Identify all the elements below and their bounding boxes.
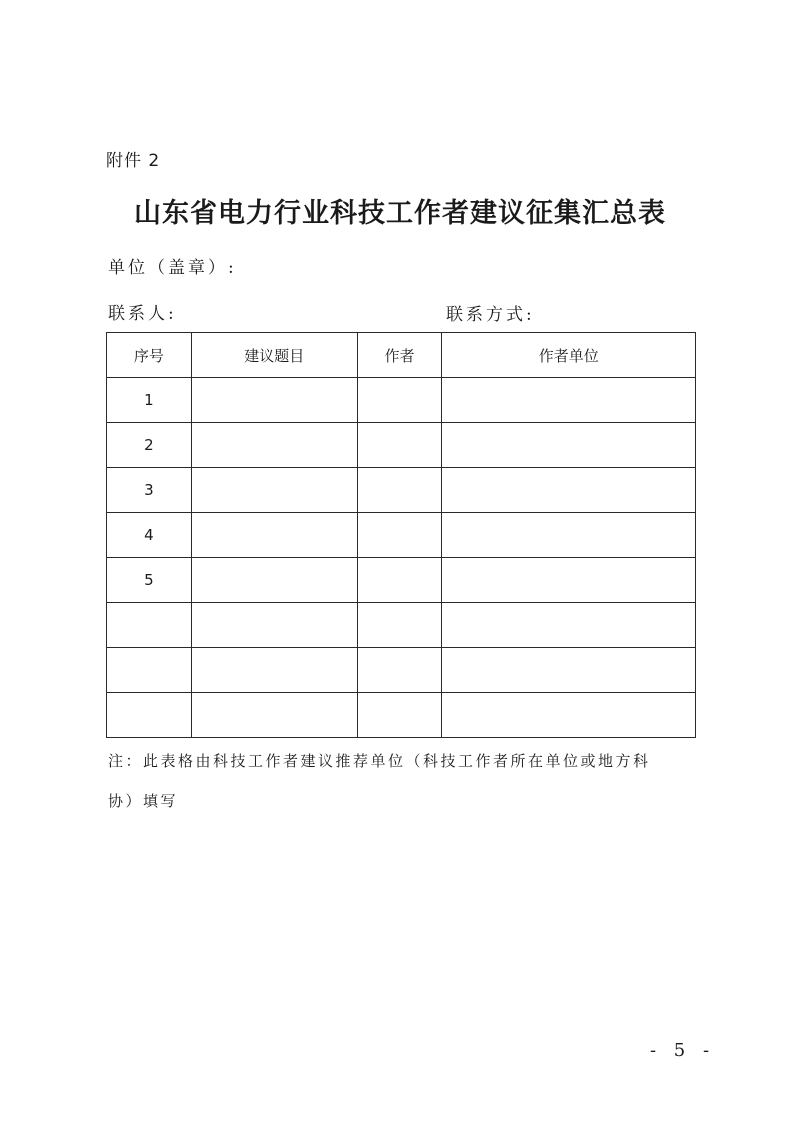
header-author-unit: 作者单位: [442, 333, 696, 378]
table-row: [107, 558, 696, 603]
suggestion-title-cell[interactable]: [191, 648, 357, 693]
author-cell[interactable]: [357, 423, 442, 468]
suggestion-title-cell[interactable]: [191, 693, 357, 738]
table-header-row: [107, 333, 696, 378]
table-row: [107, 513, 696, 558]
serial-number-cell: [107, 603, 192, 648]
author-unit-cell[interactable]: [442, 693, 696, 738]
author-cell[interactable]: [357, 693, 442, 738]
header-serial-number: 序号: [107, 333, 192, 378]
table-row: [107, 378, 696, 423]
document-title: 山东省电力行业科技工作者建议征集汇总表: [134, 198, 666, 229]
author-cell[interactable]: [357, 648, 442, 693]
suggestion-title-cell[interactable]: [191, 468, 357, 513]
author-unit-cell[interactable]: [442, 513, 696, 558]
attachment-label: 附件 2: [106, 151, 161, 171]
header-suggestion-title: 建议题目: [191, 333, 357, 378]
author-cell[interactable]: [357, 513, 442, 558]
author-unit-cell[interactable]: [442, 603, 696, 648]
serial-number-cell: 1: [107, 378, 192, 423]
author-cell[interactable]: [357, 558, 442, 603]
suggestion-title-cell[interactable]: [191, 423, 357, 468]
author-unit-cell[interactable]: [442, 468, 696, 513]
author-cell[interactable]: [357, 378, 442, 423]
author-cell[interactable]: [357, 603, 442, 648]
author-cell[interactable]: [357, 468, 442, 513]
suggestion-title-cell[interactable]: [191, 378, 357, 423]
table-row: [107, 648, 696, 693]
note-text-line-2: 协）填写: [108, 792, 179, 810]
author-unit-cell[interactable]: [442, 558, 696, 603]
author-unit-cell[interactable]: [442, 648, 696, 693]
table-row: [107, 603, 696, 648]
header-author: 作者: [357, 333, 442, 378]
serial-number-cell: 2: [107, 423, 192, 468]
serial-number-cell: [107, 648, 192, 693]
serial-number-cell: 4: [107, 513, 192, 558]
contact-person-label: 联系人:: [108, 304, 177, 324]
serial-number-cell: [107, 693, 192, 738]
summary-table: [106, 332, 696, 738]
page-number: - 5 -: [650, 1040, 716, 1061]
suggestion-title-cell[interactable]: [191, 558, 357, 603]
table-row: [107, 693, 696, 738]
contact-method-label: 联系方式:: [446, 305, 535, 325]
suggestion-title-cell[interactable]: [191, 513, 357, 558]
table-row: [107, 423, 696, 468]
suggestion-title-cell[interactable]: [191, 603, 357, 648]
author-unit-cell[interactable]: [442, 423, 696, 468]
serial-number-cell: 5: [107, 558, 192, 603]
serial-number-cell: 3: [107, 468, 192, 513]
author-unit-cell[interactable]: [442, 378, 696, 423]
note-text-line-1: 注：此表格由科技工作者建议推荐单位（科技工作者所在单位或地方科: [108, 752, 651, 770]
unit-stamp-label: 单位（盖章）:: [108, 258, 237, 278]
table-row: [107, 468, 696, 513]
